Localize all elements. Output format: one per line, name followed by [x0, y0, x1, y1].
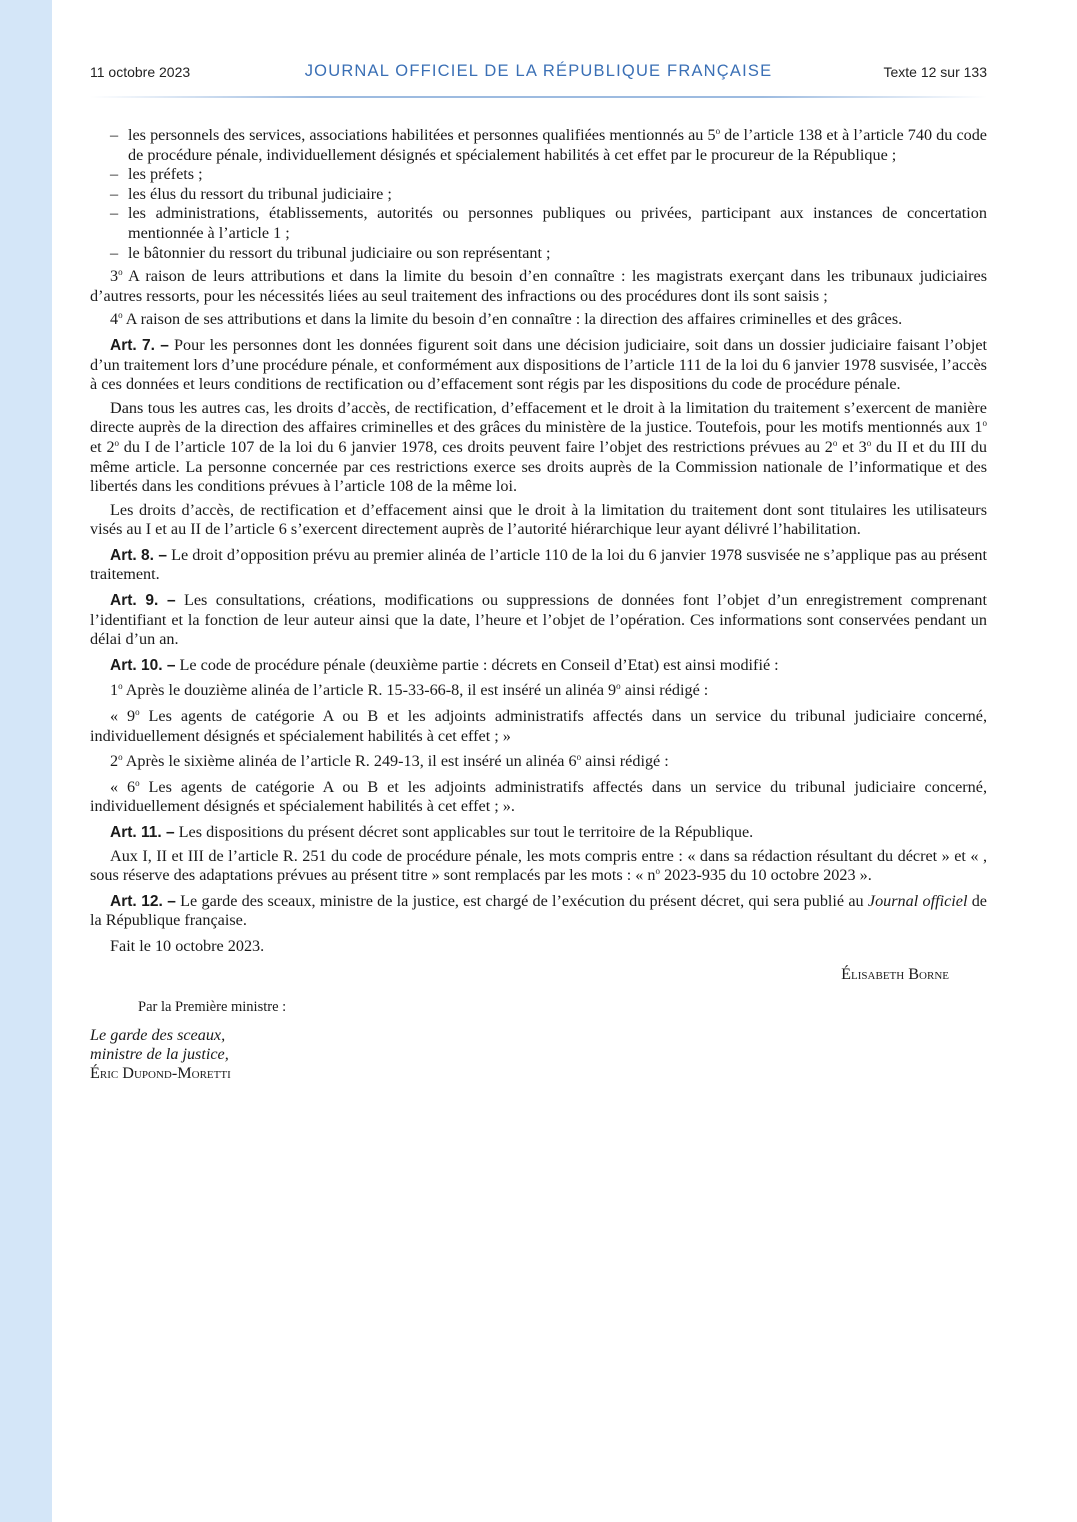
article-label: Art. 10. –	[110, 656, 176, 674]
article-12: Art. 12. – Le garde des sceaux, ministre de la justice, est chargé de l’exécution du présent décret, qui sera publié au Journal officiel de la République française.	[90, 891, 987, 930]
left-color-band	[0, 0, 52, 1522]
paragraph-4: 4$^o$ A raison de ses attributions et dans la limite du besoin d’en connaître : la direction des affaires criminelles et des grâces.	[110, 310, 903, 329]
list-item: – le bâtonnier du ressort du tribunal judiciaire ou son représentant ;	[110, 243, 551, 262]
article-10-point-2: 2$^o$ Après le sixième alinéa de l’article R. 249-13, il est inséré un alinéa 6$^o$ ainsi rédigé :	[110, 752, 669, 771]
minister-title-line-1: Le garde des sceaux,	[90, 1025, 226, 1044]
document-body	[90, 126, 987, 1083]
article-10-quote-2: « 6$^o$ Les agents de catégorie A ou B et les adjoints administratifs affectés dans un service du tribunal judiciaire concerné, individuellement désignés et spécialement habilités à cet effet ; ».	[90, 777, 987, 816]
article-10: Art. 10. – Le code de procédure pénale (deuxième partie : décrets en Conseil d’Etat) est ainsi modifié :	[110, 655, 779, 674]
article-11: Art. 11. – Les dispositions du présent décret sont applicables sur tout le territoire de la République.	[110, 823, 754, 841]
minister-title-line-2: ministre de la justice,	[90, 1044, 229, 1063]
article-label: Art. 9. –	[110, 592, 176, 610]
article-label: Art. 11. –	[110, 824, 175, 841]
article-11-paragraph-2: Aux I, II et III de l’article R. 251 du code de procédure pénale, les mots compris entre : « dans sa rédaction résultant du décret » et « , sous réserve des adaptations prévues au présent titre » sont remplacés par les mots : « $n^o$ 2023-935 du 10 octobre 2023 ».	[90, 846, 987, 885]
article-label: Art. 12. –	[110, 892, 176, 910]
list-item: – les administrations, établissements, autorités ou personnes publiques ou privées, participant aux instances de concertation mentionnée à l’article 1 ;	[110, 204, 987, 242]
paragraph-3: 3$^o$ A raison de leurs attributions et dans la limite du besoin d’en connaître : les magistrats exerçant dans les tribunaux judiciaires d’autres ressorts, pour les nécessités liées au seul traitement des infractions ou des procédures dont ils sont saisis ;	[90, 267, 987, 305]
header-text-number: Texte 12 sur 133	[883, 64, 987, 80]
article-7-paragraph-3: Les droits d’accès, de rectification et d’effacement ainsi que le droit à la limitation du traitement dont sont titulaires les utilisateurs visés au I et au II de l’article 6 s’exercent directement auprès de l’autorité hiérarchique leur ayant délivré l’habilitation.	[90, 500, 987, 539]
list-item: – les préfets ;	[110, 165, 203, 184]
page-header	[90, 62, 987, 86]
article-9: Art. 9. – Les consultations, créations, modifications ou suppressions de données font l’objet d’un enregistrement comprenant l’identifiant et la fonction de leur auteur ainsi que la date, l’heure et l’objet de l’opération. Ces informations sont conservées pendant un délai d’un an.	[90, 591, 987, 649]
minister-name: Éric Dupond-Moretti	[90, 1063, 231, 1082]
list-item: – les élus du ressort du tribunal judiciaire ;	[110, 184, 392, 203]
list-item: – les personnels des services, associations habilitées et personnes qualifiées mentionnés au 5$^o$ de l’article 138 et à l’article 740 du code de procédure pénale, individuellement désignés et spécialement habilités à cet effet par le procureur de la République ;	[110, 126, 987, 164]
header-journal-title: JOURNAL OFFICIEL DE LA RÉPUBLIQUE FRANÇAISE	[304, 62, 773, 80]
article-7: Art. 7. – Pour les personnes dont les données figurent soit dans une décision judiciaire, soit dans un dossier judiciaire faisant l’objet d’un traitement lors d’une procédure pénale, et conformément aux dispositions de l’article 111 de la loi du 6 janvier 1978 susvisée, l’accès à ces données et leurs conditions de rectification ou d’effacement sont régis par les dispositions du code de procédure pénale.	[90, 335, 987, 394]
header-rule	[90, 96, 987, 98]
article-label: Art. 8. –	[110, 546, 167, 564]
par-la-premiere-ministre: Par la Première ministre :	[138, 999, 287, 1016]
article-8: Art. 8. – Le droit d’opposition prévu au premier alinéa de l’article 110 de la loi du 6 janvier 1978 susvisée ne s’applique pas au présent traitement.	[90, 545, 988, 584]
fait-le: Fait le 10 octobre 2023.	[110, 936, 265, 955]
signatory-name: Élisabeth Borne	[841, 964, 949, 983]
article-10-quote-1: « 9$^o$ Les agents de catégorie A ou B et les adjoints administratifs affectés dans un service du tribunal judiciaire concerné, individuellement désignés et spécialement habilités à cet effet ; »	[90, 707, 987, 745]
minister-signature	[90, 1026, 987, 1083]
article-label: Art. 7. –	[110, 336, 169, 354]
article-7-paragraph-2: Dans tous les autres cas, les droits d’accès, de rectification, d’effacement et le droit à la limitation du traitement s’exercent de manière directe auprès de la direction des affaires criminelles et des grâces du ministère de la justice. Toutefois, pour les motifs mentionnés aux 1$^o$ et 2$^o$ du I de l’article 107 de la loi du 6 janvier 1978, ces droits peuvent faire l’objet des restrictions prévues au 2$^o$ et 3$^o$ du II et du III du même article. La personne concernée par ces restrictions exerce ses droits auprès de la Commission nationale de l’informatique et des libertés dans les conditions prévues à l’article 108 de la même loi.	[90, 398, 987, 496]
article-10-point-1: 1$^o$ Après le douzième alinéa de l’article R. 15-33-66-8, il est inséré un alinéa 9$^o$ ainsi rédigé :	[110, 681, 709, 700]
header-date: 11 octobre 2023	[90, 64, 191, 80]
